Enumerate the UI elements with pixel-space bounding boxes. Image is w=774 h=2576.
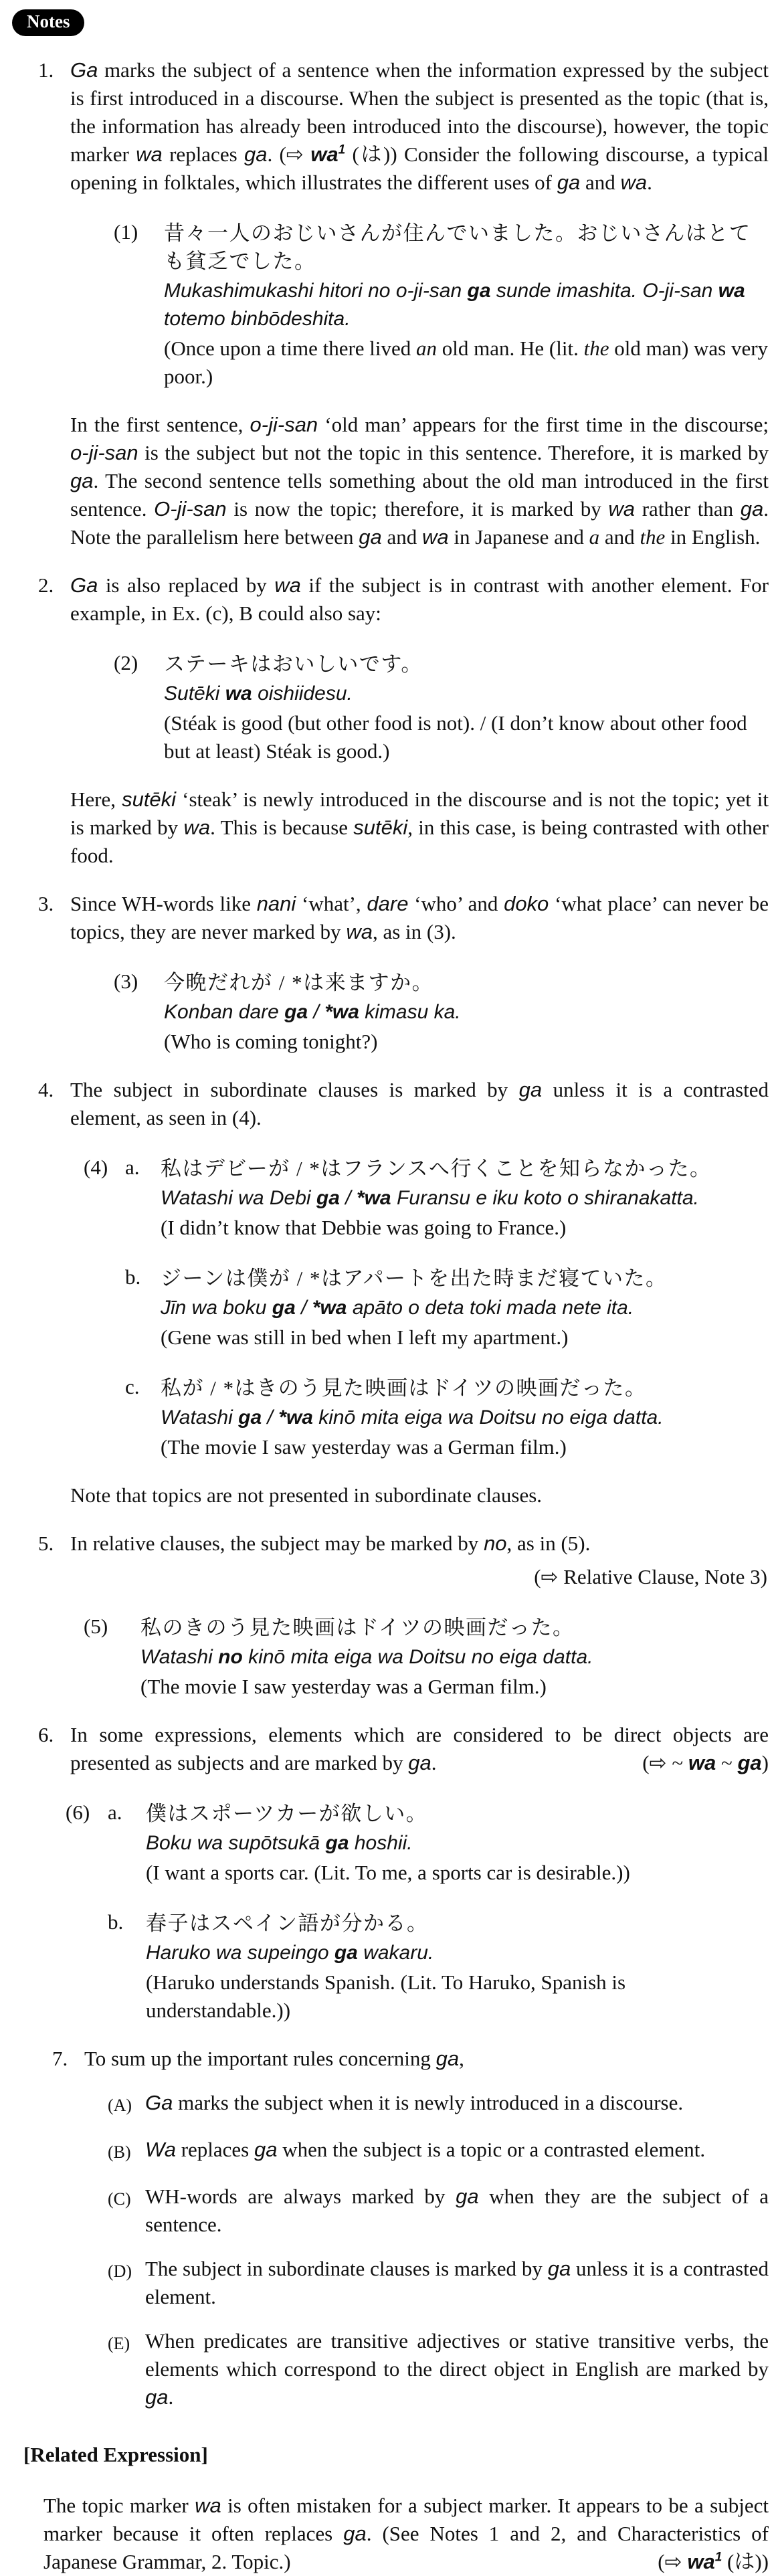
cross-reference-wa-ga: (⇨ ~ wa ~ ga): [642, 1751, 769, 1775]
japanese-sentence: 僕はスポーツカーが欲しい。: [146, 1802, 428, 1825]
english-translation: (Gene was still in bed when I left my apartment.): [161, 1325, 569, 1349]
example-label: (1): [114, 220, 138, 244]
japanese-sentence: 昔々一人のおじいさんが住んでいました。おじいさんはとても貧乏でした。: [164, 221, 751, 273]
summary-rule-text: Wa replaces ga when the subject is a topic or a contrasted element.: [145, 2138, 706, 2161]
romaji-sentence: Konban dare ga / *wa kimasu ka.: [164, 1001, 461, 1023]
subexample-4c: [125, 1373, 769, 1461]
note-item-number: 1.: [38, 58, 54, 82]
subexample-6b: [108, 1908, 769, 2025]
example-4: [84, 1154, 769, 1461]
japanese-sentence: 私のきのう見た映画はドイツの映画だった。: [140, 1616, 575, 1639]
summary-rule-label: (E): [108, 2334, 130, 2353]
note-item-number: 5.: [38, 1532, 54, 1555]
note-item-number: 7.: [52, 2047, 68, 2070]
subexample-letter: a.: [108, 1801, 122, 1824]
english-translation: (Once upon a time there lived an old man. He (lit. the old man) was very poor.): [164, 337, 769, 388]
english-translation: (The movie I saw yesterday was a German film.): [140, 1675, 547, 1698]
note-item-text: In relative clauses, the subject may be marked by no, as in (5).: [70, 1532, 591, 1555]
japanese-sentence: 今晩だれが / *は来ますか。: [164, 971, 434, 994]
note-item-text: In some expressions, elements which are considered to be direct objects are presented as subjects and are marked by ga.: [70, 1723, 769, 1774]
cross-reference-wa1: (⇨ $wa^1$ (は)): [658, 2550, 769, 2574]
japanese-sentence: ステーキはおいしいです。: [164, 652, 423, 676]
note-item-number: 4.: [38, 1078, 54, 1101]
romaji-sentence: Haruko wa supeingo ga wakaru.: [146, 1942, 434, 1964]
romaji-sentence: Sutēki wa oishiidesu.: [164, 682, 353, 705]
note-item-text: To sum up the important rules concerning ga,: [84, 2047, 464, 2070]
note-item-2: [38, 571, 769, 628]
example-1: [114, 218, 769, 391]
note-item-text: Ga marks the subject of a sentence when the information expressed by the subject is first introduced in a discourse. When the subject is presented as the topic (that is, the information has already been introduced into the discourse), however, the topic marker wa replaces ga. (⇨ $wa^1$ (は)) Consider the following discourse, a typical opening in folktales, which illustrates the different uses of ga and wa.: [70, 58, 769, 194]
related-expression-section: [43, 2492, 769, 2576]
notes-badge: Notes: [12, 9, 84, 36]
english-translation: (I want a sports car. (Lit. To me, a sports car is desirable.)): [146, 1861, 630, 1884]
romaji-sentence: Mukashimukashi hitori no o-ji-san ga sunde imashita. O-ji-san wa totemo binbōdeshita.: [164, 280, 745, 330]
example-6: [66, 1799, 769, 2025]
example-label: (5): [84, 1615, 108, 1638]
english-translation: (Haruko understands Spanish. (Lit. To Haruko, Spanish is understandable.)): [146, 1970, 626, 2022]
japanese-sentence: 私が / *はきのう見た映画はドイツの映画だった。: [161, 1376, 647, 1400]
example-label: (4): [84, 1156, 108, 1179]
english-translation: (Stéak is good (but other food is not). / (I don’t know about other food but at least) Stéak is good.): [164, 711, 747, 763]
note-item-number: 2.: [38, 573, 54, 597]
romaji-sentence: Jīn wa boku ga / *wa apāto o deta toki mada nete ita.: [161, 1297, 634, 1319]
subexample-4b: [125, 1263, 769, 1352]
example-2: [114, 649, 769, 765]
subexample-letter: b.: [108, 1910, 124, 1934]
summary-rule-label: (B): [108, 2142, 131, 2162]
summary-rule-label: (A): [108, 2096, 132, 2115]
subexample-letter: b.: [125, 1265, 141, 1289]
japanese-sentence: 春子はスペイン語が分かる。: [146, 1912, 429, 1935]
note-item-6: [38, 1721, 769, 1777]
note-item-7: [52, 2045, 769, 2073]
summary-rule-text: The subject in subordinate clauses is marked by ga unless it is a contrasted element.: [145, 2257, 769, 2308]
romaji-sentence: Watashi ga / *wa kinō mita eiga wa Doitsu no eiga datta.: [161, 1406, 664, 1429]
note-item-4: [38, 1076, 769, 1132]
note-paragraph-4: Note that topics are not presented in subordinate clauses.: [70, 1483, 543, 1507]
note-item-number: 3.: [38, 892, 54, 915]
note-item-text: Since WH-words like nani ‘what’, dare ‘who’ and doko ‘what place’ can never be topics, they are never marked by wa, as in (3).: [70, 892, 769, 943]
note-item-3: [38, 890, 769, 946]
note-item-number: 6.: [38, 1723, 54, 1746]
example-5: [84, 1613, 769, 1701]
note-item-5: [38, 1530, 769, 1558]
romaji-sentence: Watashi no kinō mita eiga wa Doitsu no eiga datta.: [140, 1646, 593, 1668]
romaji-sentence: Boku wa supōtsukā ga hoshii.: [146, 1832, 413, 1854]
summary-rule-e: [108, 2327, 769, 2411]
example-label: (2): [114, 651, 138, 674]
example-label: (3): [114, 970, 138, 993]
summary-rule-text: Ga marks the subject when it is newly introduced in a discourse.: [145, 2091, 684, 2114]
summary-rule-d: [108, 2255, 769, 2311]
note-paragraph-2: Here, sutēki ‘steak’ is newly introduced in the discourse and is not the topic; yet it is marked by wa. This is because sutēki, in this case, is being contrasted with other food.: [70, 788, 769, 867]
japanese-sentence: ジーンは僕が / *はアパートを出た時まだ寝ていた。: [161, 1267, 668, 1290]
example-3: [114, 968, 769, 1056]
summary-rule-c: [108, 2183, 769, 2239]
related-expression-text: The topic marker wa is often mistaken for a subject marker. It appears to be a subject marker because it often replaces ga. (See Notes 1 and 2, and Characteristics of Japanese Grammar, 2. Topic.): [43, 2494, 769, 2573]
summary-rule-a: [108, 2089, 769, 2120]
japanese-sentence: 私はデビーが / *はフランスへ行くことを知らなかった。: [161, 1157, 712, 1180]
summary-rule-text: WH-words are always marked by ga when they are the subject of a sentence.: [145, 2185, 769, 2236]
summary-rule-label: (D): [108, 2262, 132, 2281]
note-item-text: Ga is also replaced by wa if the subject is in contrast with another element. For example, in Ex. (c), B could also say:: [70, 573, 769, 625]
romaji-sentence: Watashi wa Debi ga / *wa Furansu e iku koto o shiranakatta.: [161, 1187, 699, 1209]
summary-rule-label: (C): [108, 2189, 131, 2209]
subexample-letter: c.: [125, 1375, 140, 1398]
subexample-letter: a.: [125, 1156, 140, 1179]
related-expression-header: [Related Expression]: [23, 2443, 208, 2466]
english-translation: (The movie I saw yesterday was a German film.): [161, 1435, 567, 1459]
note-item-text: The subject in subordinate clauses is marked by ga unless it is a contrasted element, as seen in (4).: [70, 1078, 769, 1129]
subexample-4a: [125, 1154, 769, 1242]
english-translation: (Who is coming tonight?): [164, 1030, 378, 1053]
example-label: (6): [66, 1801, 90, 1824]
summary-rule-b: [108, 2136, 769, 2167]
summary-rule-text: When predicates are transitive adjectives or stative transitive verbs, the elements which correspond to the direct object in English are marked by ga.: [145, 2329, 769, 2409]
cross-reference-relative-clause: (⇨ Relative Clause, Note 3): [534, 1565, 767, 1589]
subexample-6a: [108, 1799, 769, 1887]
note-paragraph-1: In the first sentence, o-ji-san ‘old man’ appears for the first time in the discourse; o-ji-san is the subject but not the topic in this sentence. Therefore, it is marked by ga. The second sentence tells something about the old man introduced in the first sentence. O-ji-san is now the topic; therefore, it is marked by wa rather than ga. Note the parallelism here between ga and wa in Japanese and a and the in English.: [70, 413, 769, 549]
english-translation: (I didn’t know that Debbie was going to France.): [161, 1216, 567, 1239]
note-item-1: [38, 56, 769, 197]
